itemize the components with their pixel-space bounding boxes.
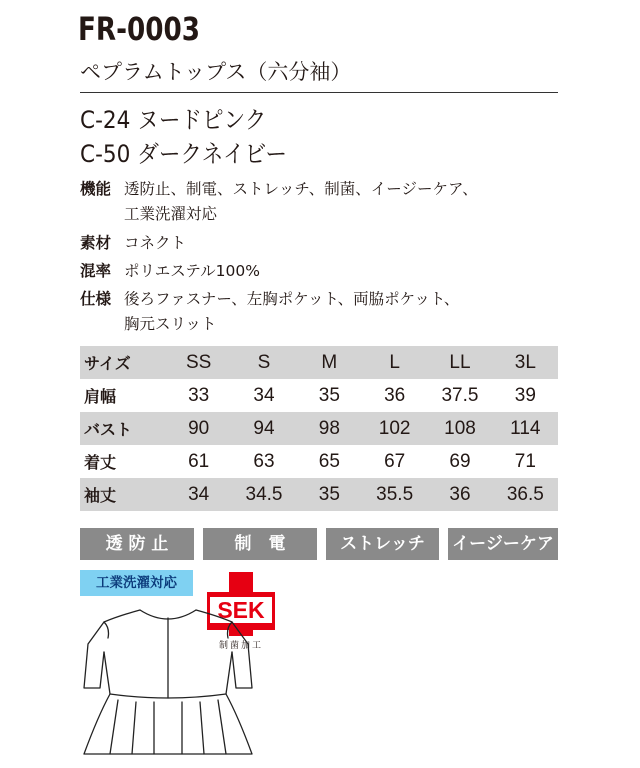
size-header-cell: 3L (493, 346, 558, 379)
product-name: ペプラムトップス（六分袖） (80, 60, 352, 84)
table-row (80, 379, 558, 412)
divider (80, 92, 558, 93)
spec-material-value: コネクト (124, 234, 187, 252)
spec-material (80, 232, 186, 254)
spec-details-value: 後ろファスナー、左胸ポケット、両脇ポケット、 (124, 290, 460, 308)
spec-function-value: 透防止、制電、ストレッチ、制菌、イージーケア、 (124, 180, 478, 198)
table-cell: 34 (166, 478, 231, 511)
size-header-cell: M (297, 346, 362, 379)
row-label: 着丈 (80, 445, 166, 478)
table-cell: 39 (493, 379, 558, 412)
spec-function-value-cont: 工業洗濯対応 (124, 205, 218, 223)
spec-details (80, 288, 459, 310)
spec-details-label: 仕様 (80, 290, 112, 308)
row-label: 袖丈 (80, 478, 166, 511)
garment-illustration (78, 606, 258, 766)
table-cell: 61 (166, 445, 231, 478)
spec-details-value-cont: 胸元スリット (124, 315, 217, 333)
size-header-cell: SS (166, 346, 231, 379)
table-cell: 35.5 (362, 478, 427, 511)
table-row (80, 412, 558, 445)
table-cell: 33 (166, 379, 231, 412)
spec-function (80, 178, 478, 200)
color-option-nude-pink: C-24 ヌードピンク (80, 106, 267, 134)
size-header-row (80, 346, 558, 379)
table-row (80, 445, 558, 478)
tag-stretch: ストレッチ (326, 528, 439, 560)
table-cell: 114 (493, 412, 558, 445)
table-cell: 90 (166, 412, 231, 445)
table-cell: 36 (362, 379, 427, 412)
size-header-cell: L (362, 346, 427, 379)
tag-antistatic: 制 電 (203, 528, 317, 560)
spec-blend-label: 混率 (80, 262, 112, 280)
row-label: バスト (80, 412, 166, 445)
table-cell: 35 (297, 478, 362, 511)
sek-caption: 制菌加工 (218, 641, 263, 651)
size-table (80, 346, 558, 511)
table-cell: 102 (362, 412, 427, 445)
table-cell: 63 (231, 445, 296, 478)
spec-material-label: 素材 (80, 234, 112, 252)
product-code: FR-0003 (78, 10, 201, 48)
tag-see-through-prevention: 透 防 止 (80, 528, 194, 560)
table-row (80, 478, 558, 511)
row-label: 肩幅 (80, 379, 166, 412)
table-cell: 65 (297, 445, 362, 478)
tag-easy-care: イージーケア (448, 528, 558, 560)
size-header-label: サイズ (80, 346, 166, 379)
table-cell: 108 (427, 412, 492, 445)
industrial-wash-badge: 工業洗濯対応 (80, 570, 193, 596)
table-cell: 37.5 (427, 379, 492, 412)
color-option-dark-navy: C-50 ダークネイビー (80, 140, 287, 168)
table-cell: 71 (493, 445, 558, 478)
spec-function-label: 機能 (80, 180, 112, 198)
table-cell: 36.5 (493, 478, 558, 511)
spec-blend-value: ポリエステル100% (124, 262, 260, 280)
table-cell: 67 (362, 445, 427, 478)
table-cell: 98 (297, 412, 362, 445)
table-cell: 36 (427, 478, 492, 511)
spec-blend (80, 260, 260, 282)
table-cell: 94 (231, 412, 296, 445)
sek-logo-text: SEK (217, 597, 265, 623)
table-cell: 69 (427, 445, 492, 478)
table-cell: 35 (297, 379, 362, 412)
size-header-cell: S (231, 346, 296, 379)
table-cell: 34.5 (231, 478, 296, 511)
table-cell: 34 (231, 379, 296, 412)
size-header-cell: LL (427, 346, 492, 379)
